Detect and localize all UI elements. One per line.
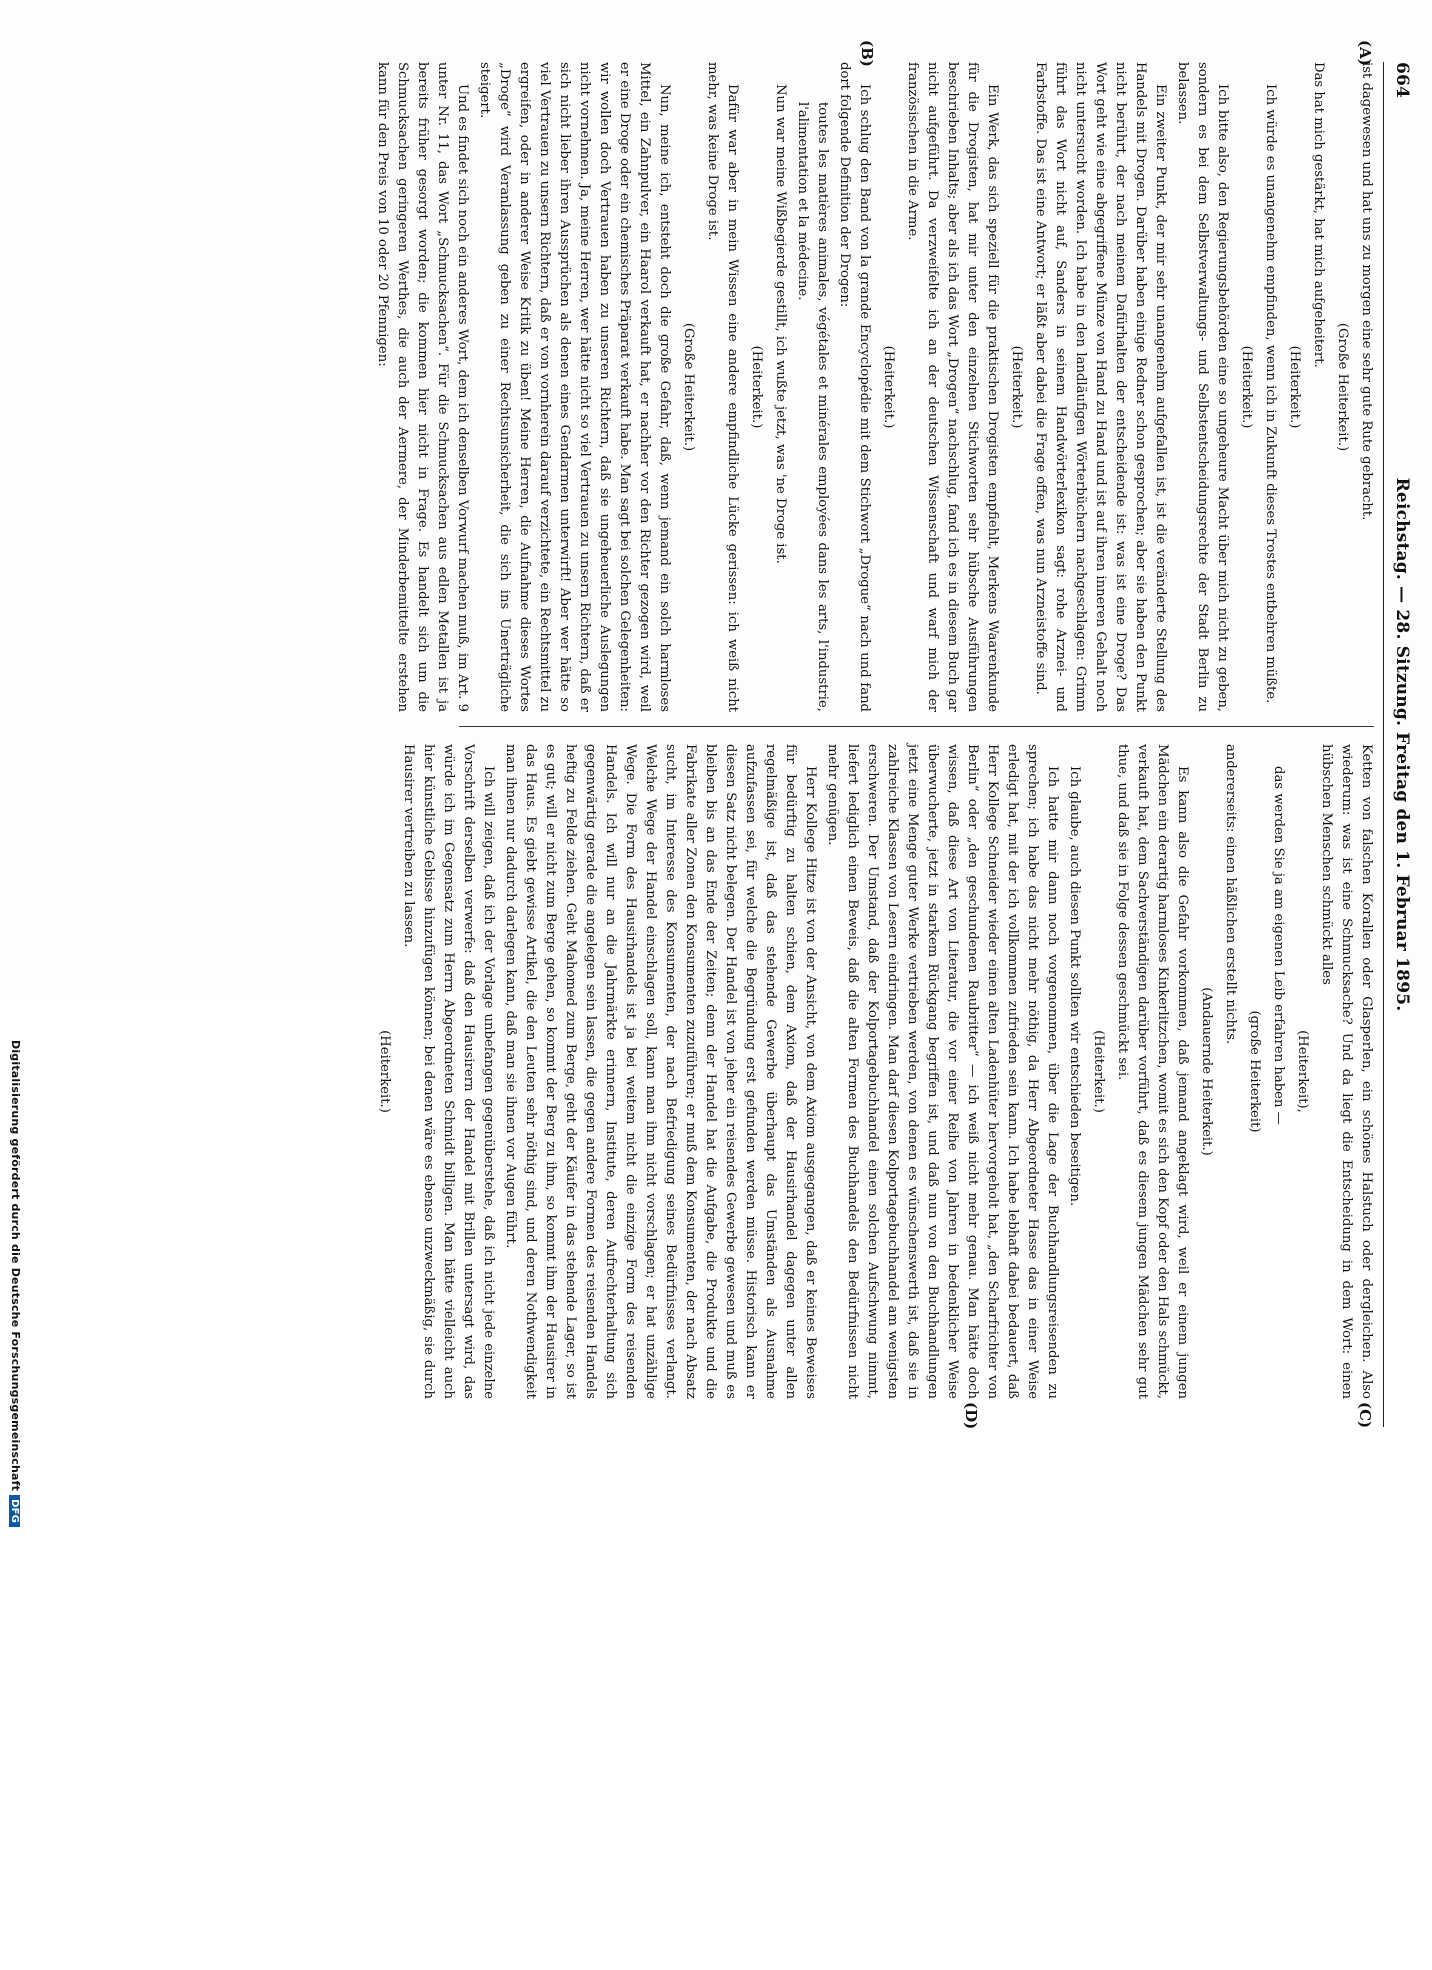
reaction: (Heiterkeit.) — [1009, 345, 1024, 429]
reaction: (Heiterkeit.) — [749, 345, 764, 429]
paragraph: Nun war meine Wißbegierde gestillt, ich wußte jetzt, was 'ne Droge ist. — [773, 84, 788, 564]
paragraph: Ich hatte mir dann noch vorgenommen, über die Lage der Buchhandlungsreisenden zu sprechen; ich habe das nicht mehr nöthig, da Herr Abgeordneter Hasse das in einer Weise erledigt hat, mit der ich vollkommen zufrieden sein kann. Ich habe lebhaft dabei bedauert, daß Herr Kollege Schneider wieder einen alten Ladenhüter hervorgeholt hat, „den Scharfrichter von Berlin“ oder „den geschundenen Raubritter“ — ich weiß nicht mehr genau. Man hätte doch wissen, daß diese Art von Literatur, die vor einer Reihe von Jahren in bedenklicher Weise überwucherte, jetzt in starkem Rückgang begriffen ist, und daß nun von den Buchhandlungen jetzt eine Menge guter Werke vertrieben werden, von denen es wünschenswerth ist, daß sie in zahlreiche Klassen von Lesern eindringen. Man darf diesen Kolportagebuchhandel am wenigsten erschweren. Der Umstand, daß der Kolportagebuchhandel einen solchen Aufschwung nimmt, liefert lediglich einen Beweis, daß die alten Formen des Buchhandels den Bedürfnissen nicht mehr genügen. — [825, 744, 1060, 1399]
column-divider — [459, 726, 1374, 727]
digitization-text: Digitalisierung gefördert durch die Deutsche Forschungsgemeinschaft — [9, 1040, 22, 1492]
page-title: Reichstag. — 28. Sitzung. Freitag den 1. Februar 1895. — [1392, 477, 1412, 1012]
reaction: (Heiterkeit.) — [377, 1030, 392, 1113]
paragraph: das werden Sie ja am eigenen Leib erfahren haben — — [1271, 766, 1286, 1125]
paragraph: ist dagewesen und hat uns zu morgen eine sehr gute Rute gebracht. — [1359, 62, 1374, 521]
paragraph: Es kann also die Gefahr vorkommen, daß jemand angeklagt wird, weil er einem jungen Mädchen ein derartig harmloses Kinkerlitzchen, womit es sich den Kopf oder den Hals schmückt, verkauft hat, dem Sachverständigen darüber vorführt, daß es diesem jungen Mädchen sehr gut thue, und daß sie in Folge dessen geschmückt sei. — [1115, 744, 1190, 1399]
reaction: (Heiterkeit.) — [881, 345, 896, 429]
reaction: (große Heiterkeit) — [1247, 1010, 1262, 1133]
paragraph: Das hat mich gestärkt, hat mich aufgeheitert. — [1311, 62, 1326, 368]
paragraph: Dafür war aber in mein Wissen eine andere empfindliche Lücke gerissen: ich weiß nicht mehr, was keine Droge ist. — [705, 62, 740, 712]
reaction: (Heiterkeit.) — [1091, 1030, 1106, 1113]
reaction: (Große Heiterkeit.) — [681, 322, 696, 452]
paragraph: Ich glaube, auch diesen Punkt sollten wir entschieden beseitigen. — [1067, 766, 1082, 1207]
reaction: (Heiterkeit.) — [1287, 345, 1302, 429]
paragraph: Ich schlug den Band von la grande Encyclopédie mit dem Stichwort „Drogue“ nach und fand dort folgende Definition der Drogen: — [837, 62, 872, 712]
paragraph: andererseits: einen häßlichen erstellt nichts. — [1223, 744, 1238, 1045]
margin-mark-b: (B) — [858, 40, 876, 67]
paragraph: Ein zweiter Punkt, der mir sehr unangenehm aufgefallen ist, ist die veränderte Stellung des Handels mit Drogen. Darüber haben einige Redner schon gesprochen; aber sie haben den Punkt nicht berührt, der nach meinem Dafürhalten der entscheidende ist: was ist eine Droge? Das Wort geht wie eine abgegriffene Münze von Hand zu Hand und ist auf ihren inneren Gehalt noch nicht untersucht worden. Ich habe in den landläufigen Wörterbüchern nachgeschlagen: Grimm führt das Wort nicht auf, Sanders in seinem Handwörterlexikon sagt: rohe Arznei- und Farbstoffe. Das ist eine Antwort; er läßt aber dabei die Frage offen, was nun Arzneistoffe sind. — [1033, 62, 1168, 712]
paragraph: Und es findet sich noch ein anderes Wort, dem ich denselben Vorwurf machen muß, im Art. 9 unter Nr. 11, das Wort „Schmucksachen“. Für die Schmucksachen aus edlen Metallen ist ja bereits früher gesorgt worden; die kommen hier nicht in Frage. Es handelt sich um die Schmucksachen geringeren Werthes, die auch der Aermere, der Minderbemittelte erstehen kann für den Preis von 10 oder 20 Pfennigen: — [375, 62, 470, 712]
paragraph: Ketten von falschen Korallen oder Glasperlen, ein schönes Halstuch oder dergleichen. Also wiederum: was ist eine Schmucksache? Und da liegt die Entscheidung in dem Wort: einen hübschen Menschen schmückt alles — [1319, 744, 1374, 1399]
left-column — [375, 62, 1376, 712]
margin-mark-c: (C) — [1356, 1402, 1374, 1429]
digitization-notice — [9, 1040, 22, 1970]
margin-mark-d: (D) — [962, 1402, 980, 1430]
margin-mark-a: (A) — [1356, 40, 1374, 66]
paragraph: Ein Werk, das sich speziell für die praktischen Drogisten empfiehlt, Merkens Waarenkunde für die Drogisten, hat mir unter den einzelnen Stichworten sehr hübsche Ausführungen beschrieben Inhalts; aber als ich das Wort „Drogen“ nachschlug, fand ich es in diesem Buch gar nicht aufgeführt. Da verzweifelte ich an der deutschen Wissenschaft und warf mich der französischen in die Arme. — [905, 62, 1000, 712]
page-header — [1384, 62, 1418, 1427]
reaction: (Heiterkeit.) — [1239, 345, 1254, 429]
dfg-logo: DFG — [9, 1495, 20, 1527]
reaction: (Große Heiterkeit.) — [1335, 322, 1350, 452]
right-column — [377, 744, 1376, 1399]
paragraph: Ich will zeigen, daß ich der Vorlage unbefangen gegenüberstehe, daß ich nicht jede einzelne Vorschrift derselben verwerfe: daß den Hausirern der Handel mit Brillen untersagt wird, das würde ich im Gegensatz zum Herrn Abgeordneten Schmidt billigen. Man hätte vielleicht auch hier künstliche Gebisse hinzufügen können; bei denen wäre es ebenso unzweckmäßig, sie durch Hausirer vertreiben zu lassen. — [401, 744, 496, 1399]
quotation: toutes les matières animales, végétales et minérales employées dans les arts, l'industrie, l'alimentation et la médecine. — [795, 102, 830, 712]
reaction: (Andauernde Heiterkeit.) — [1199, 987, 1214, 1156]
header-rule — [1383, 62, 1384, 1427]
paragraph: Ich bitte also, den Regierungsbehörden eine so ungeheure Macht über mich nicht zu geben, sondern es bei dem Selbstverwaltungs- und Selbstentscheidungsrechte der Stadt Berlin zu belassen. — [1175, 62, 1230, 712]
page-number: 664 — [1392, 62, 1412, 99]
paragraph: Nun, meine ich, entsteht doch die große Gefahr, daß, wenn jemand ein solch harmloses Mittel, ein Zahnpulver, ein Haarol verkauft hat, er nachher vor den Richter gezogen wird, weil er eine Droge oder ein chemisches Präparat verkauft habe. Man sagt bei solchen Gelegenheiten: wir wollen doch Vertrauen haben zu unseren Richtern, daß sie ungeheuerliche Auslegungen nicht vornehmen. Ja, meine Herren, wer hätte nicht so viel Vertrauen zu unsern Richtern, daß er sich nicht lieber ihren Aussprüchen als denen eines Gendarmen unterwirft! Aber wer hätte so viel Vertrauen zu unsern Richtern, daß er von vornherein darauf verzichtete, ein Rechtsmittel zu ergreifen, oder in anderer Weise Kritik zu üben! Meine Herren, die Aufnahme dieses Wortes „Droge“ wird Veranlassung geben zu einer Rechtsunsicherheit, die sich ins Unerträgliche steigert. — [477, 62, 672, 712]
paragraph: Herr Kollege Hitze ist von der Ansicht, von dem Axiom ausgegangen, daß er keines Beweises für bedürftig zu halten schien, dem Axiom, daß der Hausirhandel dagegen unter allen regelmäßige ist, daß das stehende Gewerbe überhaupt das Umständen als Ausnahme aufzufassen sei, für welche die Begründung erst gefunden werden müsse. Historisch kann er diesen Satz nicht belegen. Der Handel ist von jeher ein reisendes Gewerbe gewesen und muß es bleiben bis an das Ende der Zeiten; denn der Handel hat die Aufgabe, die Produkte und die Fabrikate aller Zonen den Konsumenten zuzuführen; er muß dem Konsumenten, der nach Absatz sucht, im Interesse des Konsumenten, der nach Befriedigung seines Bedürfnisses verlangt. Welche Wege der Handel einschlagen soll, kann man ihm nicht vorschlagen; er hat unzählige Wege. Die Form des Hausirhandels ist ja bei weitem nicht die einzige Form des reisenden Handels. Ich will nur an die Jahrmärkte erinnern, Institute, deren Aufrechterhaltung sich gegenwärtig gerade die angelegen sein lassen, die gegen andere Formen des reisenden Handels heftig zu Felde ziehen. Geht Mahomed zum Berge, geht der Käufer in das stehende Lager, so ist es gut; will er nicht zum Berge gehen, so kommt der Berg zu ihm, so kommt ihm der Hausirer in das Haus. Es giebt gewisse Artikel, die den Leuten sehr nöthig sind, und deren Nothwendigkeit man ihnen nur dadurch darlegen kann, daß man sie ihnen vor Augen führt. — [503, 744, 818, 1399]
paragraph: Ich würde es unangenehm empfinden, wenn ich in Zukunft dieses Trostes entbehren müßte. — [1263, 84, 1278, 704]
reaction: (Heiterkeit), — [1295, 1030, 1310, 1113]
